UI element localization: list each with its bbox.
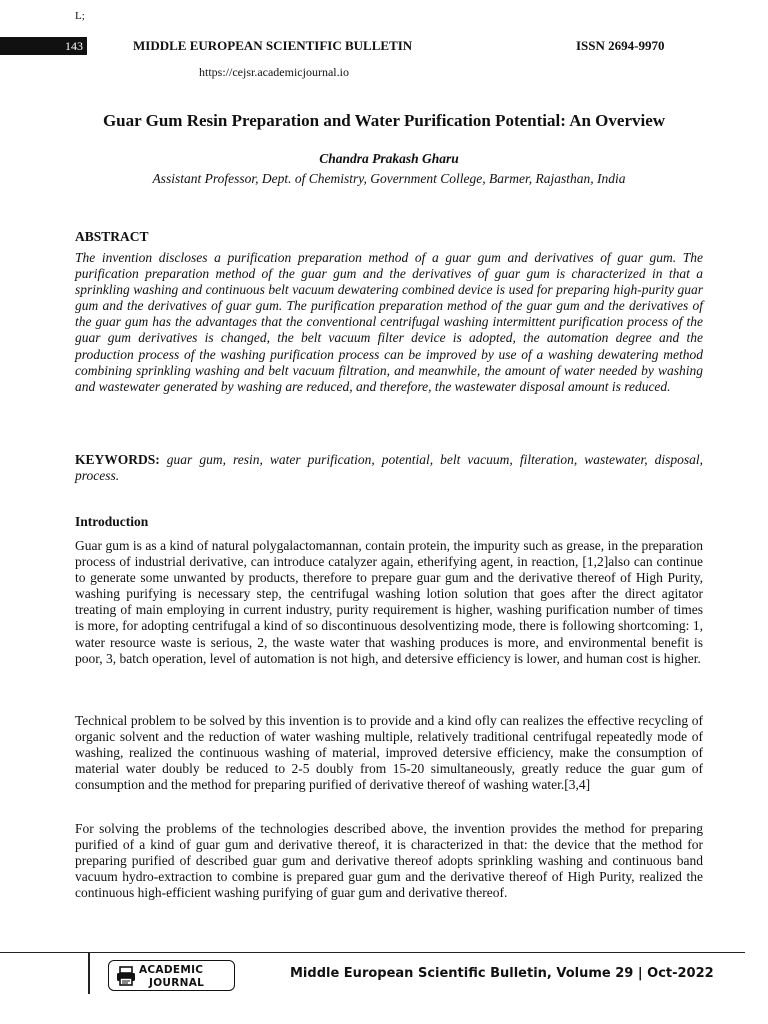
footer-citation: Middle European Scientific Bulletin, Volume 29 | Oct-2022: [290, 966, 714, 981]
journal-url[interactable]: https://cejsr.academicjournal.io: [199, 65, 349, 79]
issn: ISSN 2694-9970: [576, 38, 665, 53]
introduction-paragraph-3: For solving the problems of the technologies described above, the invention provides the method for preparing purified of a kind of guar gum and derivative thereof, it is characterized in that: the device that the method for preparing purified of described guar gum and derivative thereof adopts sprinkling washing and continuous band vacuum hydro-extraction to combine is prepared guar gum and the derivative thereof of High Purity, realized the continuous high-efficient washing purifying of guar gum and derivative thereof.: [75, 821, 703, 901]
logo-text-line-2: JOURNAL: [149, 977, 205, 989]
corner-mark: L;: [75, 10, 85, 22]
introduction-paragraph-2: Technical problem to be solved by this invention is to provide and a kind ofly can realizes the effective recycling of organic solvent and the reduction of water washing multiple, relatively traditional centrifugal repeatedly mode of washing, realized the continuous washing of material, improved detersive efficiency, make the consumption of material water doubly be reduced to 2-5 doubly from 15-20 simultaneously, greatly reduce the guar gum of consumption and the method for preparing purified of derivative thereof of washing water.[3,4]: [75, 713, 703, 793]
author-name: Chandra Prakash Gharu: [319, 151, 459, 166]
article-title: Guar Gum Resin Preparation and Water Purification Potential: An Overview: [102, 111, 666, 130]
keywords-text: guar gum, resin, water purification, potential, belt vacuum, filteration, wastewater, disposal, process.: [75, 452, 703, 484]
author-affiliation: Assistant Professor, Dept. of Chemistry, Government College, Barmer, Rajasthan, India: [152, 171, 626, 186]
abstract-heading: ABSTRACT: [75, 229, 149, 244]
academic-journal-logo: [108, 960, 235, 991]
journal-name: MIDDLE EUROPEAN SCIENTIFIC BULLETIN: [133, 38, 413, 53]
introduction-paragraph-1: Guar gum is as a kind of natural polygalactomannan, contain protein, the impurity such as grease, in the preparation process of industrial derivative, can introduce catalyzer again, etherifying agent, in reaction, [1,2]also can continue to generate some unwanted by products, therefore to prepare guar gum and the derivative thereof of High Purity, washing purifying is necessary step, the centrifugal washing lotion solution that goes after the direct agitator treating of main employing in current industry, purity requirement is higher, washing purification number of times is more, for adopting centrifugal a kind of so discontinuous desolventizing mode, there is following shortcoming: 1, water resource waste is serious, 2, the waste water that washing produces is more, and environmental benefit is poor, 3, batch operation, level of automation is not high, and detersive efficiency is lower, and human cost is higher.: [75, 538, 703, 666]
abstract-text: The invention discloses a purification preparation method of a guar gum and derivatives of guar gum. The purification preparation method of the guar gum and the derivatives of guar gum is characterized in that a sprinkling washing and continuous belt vacuum dewatering combined device is used for preparing high-purity guar gum and the derivatives of guar gum. The purification preparation method of the guar gum and the derivatives of the guar gum has the advantages that the conventional centrifugal washing intermittent purification process of the guar gum derivatives is changed, the belt vacuum filter device is adopted, the automation degree and the production process of the washing purification process can be improved by use of a washing dewatering method combining sprinkling washing and belt vacuum filtration, and meanwhile, the amount of water needed by washing and wastewater generated by washing are reduced, and therefore, the wastewater disposal amount is reduced.: [75, 250, 703, 394]
introduction-heading: Introduction: [75, 514, 149, 529]
footer-divider: [0, 952, 745, 953]
keywords-label: KEYWORDS:: [75, 452, 160, 467]
printer-icon: [115, 965, 137, 987]
footer-vertical-divider: [88, 952, 90, 994]
keywords: [75, 452, 703, 484]
logo-text-line-1: ACADEMIC: [139, 964, 204, 976]
page-number: 143: [0, 37, 87, 55]
